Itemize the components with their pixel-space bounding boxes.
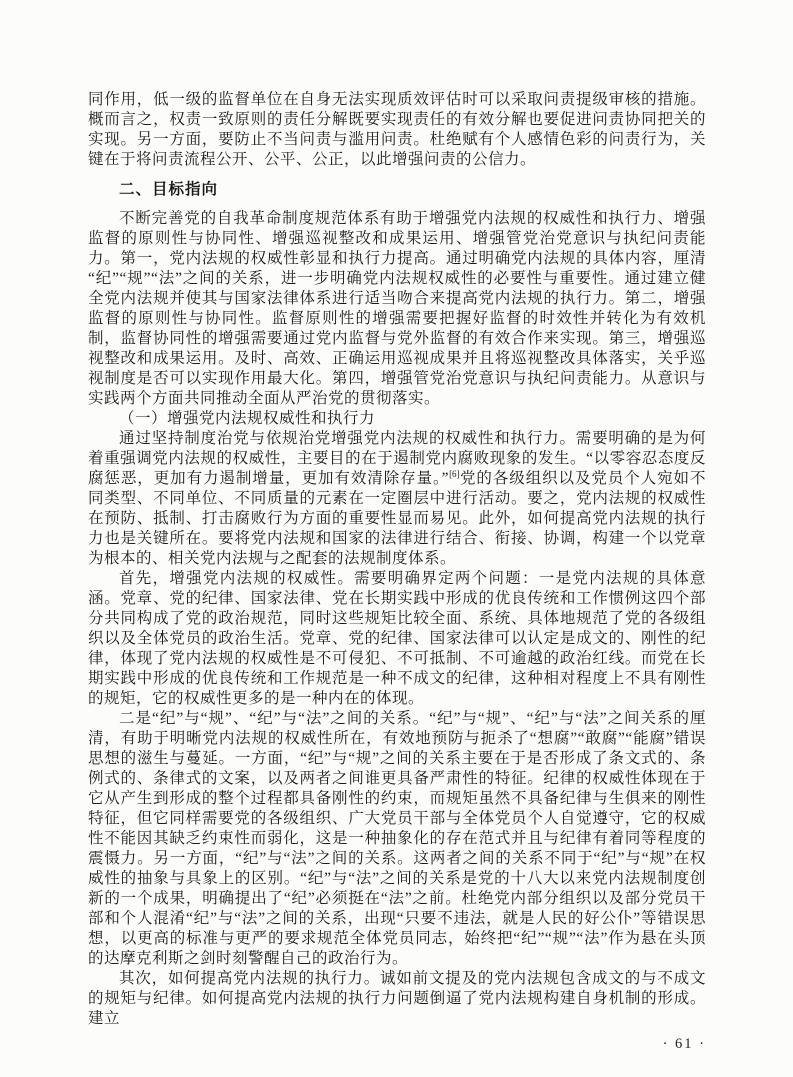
page-number: · 61 · [662, 1036, 706, 1052]
paragraph-continuation: 同作用，低一级的监督单位在自身无法实现质效评估时可以采取问责提级审核的措施。概而言之，权责一致原则的责任分解既要实现责任的有效分解也要促进问责协同把关的实现。另一方面，要防止不当问责与滥用问责。杜绝赋有个人感情色彩的问责行为，关键在于将问责流程公开、公平、公正，以此增强问责的公信力。 [88, 91, 706, 168]
paragraph-first-point: 首先，增强党内法规的权威性。需要明确界定两个问题：一是党内法规的具体意涵。党章、党的纪律、国家法律、党在长期实践中形成的优良传统和工作惯例这四个部分共同构成了党的政治规范，同时这些规矩比较全面、系统、具体地规范了党的各级组织以及全体党员的政治生活。党章、党的纪律、国家法律可以认定是成文的、刚性的纪律，体现了党内法规的权威性是不可侵犯、不可抵制、不可逾越的政治红线。而党在长期实践中形成的优良传统和工作规范是一种不成文的纪律，这种相对程度上不具有刚性的规矩，它的权威性更多的是一种内在的体现。 [88, 570, 706, 707]
paragraph-second-point: 二是“纪”与“规”、“纪”与“法”之间的关系。“纪”与“规”、“纪”与“法”之间关系的厘清，有助于明晰党内法规的权威性所在，有效地预防与扼杀了“想腐”“敢腐”“能腐”错误思想的滋生与蔓延。一方面，“纪”与“规”之间的关系主要在于是否形成了条文式的、条例式的、条律式的文案，以及两者之间谁更具备严肃性的特征。纪律的权威性体现在于它从产生到形成的整个过程都具备刚性的约束，而规矩虽然不具备纪律与生俱来的刚性特征，但它同样需要党的各级组织、广大党员干部与全体党员个人自觉遵守，它的权威性不能因其缺乏约束性而弱化，这是一种抽象化的存在范式并且与纪律有着同等程度的震慑力。另一方面，“纪”与“法”之间的关系。这两者之间的关系不同于“纪”与“规”在权威性的抽象与具象上的区别。“纪”与“法”之间的关系是党的十八大以来党内法规制度创新的一个成果，明确提出了“纪”必须挺在“法”之前。杜绝党内部分组织以及部分党员干部和个人混淆“纪”与“法”之间的关系，出现“只要不违法，就是人民的好公仆”等错误思想，以更高的标准与更严的要求规范全体党员同志，始终把“纪”“规”“法”作为悬在头顶的达摩克利斯之剑时刻警醒自己的政治行为。 [88, 710, 706, 967]
paragraph-authority [88, 429, 706, 569]
paragraph-execution: 其次，如何提高党内法规的执行力。诚如前文提及的党内法规包含成文的与不成文的规矩与纪律。如何提高党内法规的执行力问题倒逼了党内法规构建自身机制的形成。建立 [88, 970, 706, 1027]
subsection-heading: （一）增强党内法规权威性和执行力 [119, 410, 376, 427]
paragraph-authority-text-1: 通过坚持制度治党与依规治党增强党内法规的权威性和执行力。需要明确的是为何着重强调党内法规的权威性，主要目的在于遏制党内腐败现象的发生。“以零容忍态度反腐惩恶，更加有力遏制增量，更加有效清除存量。” [88, 430, 706, 487]
paragraph-overview: 不断完善党的自我革命制度规范体系有助于增强党内法规的权威性和执行力、增强监督的原则性与协同性、增强巡视整改和成果运用、增强管党治党意识与执纪问责能力。第一，党内法规的权威性彰显和执行力提高。通过明确党内法规的具体内容，厘清“纪”“规”“法”之间的关系，进一步明确党内法规权威性的必要性与重要性。通过建立健全党内法规并使其与国家法律体系进行适当吻合来提高党内法规的执行力。第二，增强监督的原则性与协同性。监督原则性的增强需要把握好监督的时效性并转化为有效机制，监督协同性的增强需要通过党内监督与党外监督的有效合作来实现。第三，增强巡视整改和成果运用。及时、高效、正确运用巡视成果并且将巡视整改具体落实，关乎巡视制度是否可以实现作用最大化。第四，增强管党治党意识与执纪问责能力。从意识与实践两个方面共同推动全面从严治党的贯彻落实。 [88, 210, 706, 407]
footnote-reference-6: [6] [449, 468, 460, 479]
paragraph-authority-text-2: 党的各级组织以及党员个人宛如不同类型、不同单位、不同质量的元素在一定圈层中进行活动。要之，党内法规的权威性在预防、抵制、打击腐败行为方面的重要性显而易见。此外，如何提高党内法规的执行力也是关键所在。要将党内法规和国家的法律进行结合、衔接、协调，构建一个以党章为根本的、相关党内法规与之配套的法规制度体系。 [88, 470, 706, 567]
page-body [88, 90, 706, 1029]
section-heading: 二、目标指向 [119, 181, 219, 198]
